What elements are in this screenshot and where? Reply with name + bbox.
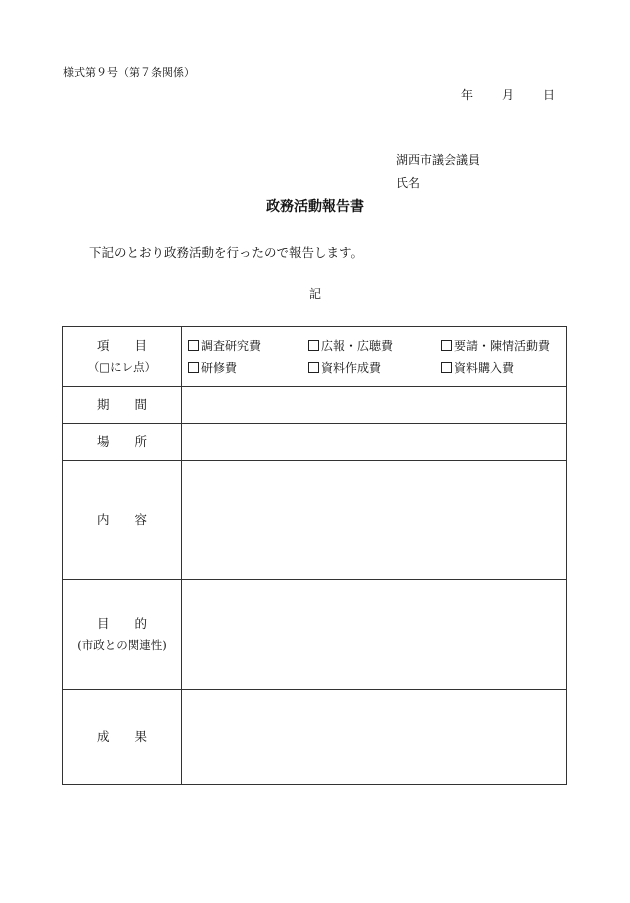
purpose-label: 目 的 <box>96 615 147 631</box>
checkbox-icon[interactable] <box>441 362 452 373</box>
category-option-label: 要請・陳情活動費 <box>454 338 551 353</box>
table-row-content <box>63 461 567 580</box>
checkbox-icon[interactable] <box>441 340 452 351</box>
name-label: 氏名 <box>396 176 421 190</box>
category-option[interactable] <box>308 338 441 354</box>
result-label-cell <box>63 690 182 785</box>
intro-text: 下記のとおり政務活動を行ったので報告します。 <box>89 245 364 260</box>
category-options-cell <box>182 327 567 387</box>
category-option[interactable] <box>441 360 576 376</box>
category-option[interactable] <box>308 360 441 376</box>
category-option-label: 広報・広聴費 <box>321 338 394 353</box>
checkbox-icon[interactable] <box>308 340 319 351</box>
purpose-field[interactable] <box>182 580 567 690</box>
category-option[interactable] <box>188 360 308 376</box>
category-option-label: 資料購入費 <box>454 360 515 375</box>
period-label-cell <box>63 387 182 424</box>
purpose-label-cell <box>63 580 182 690</box>
content-label-cell <box>63 461 182 580</box>
report-table <box>62 326 567 785</box>
place-field[interactable] <box>182 424 567 461</box>
category-option[interactable] <box>188 338 308 354</box>
category-label-cell <box>63 327 182 387</box>
period-field[interactable] <box>182 387 567 424</box>
date-day-label: 日 <box>543 88 556 102</box>
document-title: 政務活動報告書 <box>266 199 364 215</box>
checkbox-icon[interactable] <box>188 340 199 351</box>
ki-heading: 記 <box>308 287 321 301</box>
date-month-label: 月 <box>502 88 515 102</box>
table-row-category <box>63 327 567 387</box>
table-row-purpose <box>63 580 567 690</box>
category-option-label: 資料作成費 <box>321 360 382 375</box>
form-number: 様式第９号（第７条関係） <box>63 66 195 79</box>
result-label: 成 果 <box>96 729 147 744</box>
table-row-period <box>63 387 567 424</box>
content-label: 内 容 <box>96 512 147 527</box>
checkbox-icon[interactable] <box>188 362 199 373</box>
table-row-place <box>63 424 567 461</box>
purpose-sublabel: (市政との関連性) <box>77 637 167 652</box>
category-option-label: 研修費 <box>201 360 238 375</box>
affiliation: 湖西市議会議員 <box>396 153 481 167</box>
date-line <box>461 86 561 102</box>
category-options <box>182 338 566 376</box>
result-field[interactable] <box>182 690 567 785</box>
period-label: 期 間 <box>96 397 147 412</box>
place-label-cell <box>63 424 182 461</box>
category-option-label: 調査研究費 <box>201 338 262 353</box>
date-year-label: 年 <box>461 88 474 102</box>
table-row-result <box>63 690 567 785</box>
checkbox-icon[interactable] <box>308 362 319 373</box>
content-field[interactable] <box>182 461 567 580</box>
place-label: 場 所 <box>96 434 147 449</box>
category-option[interactable] <box>441 338 576 354</box>
category-sublabel: （□にレ点） <box>87 359 157 374</box>
category-label: 項 目 <box>96 337 147 353</box>
